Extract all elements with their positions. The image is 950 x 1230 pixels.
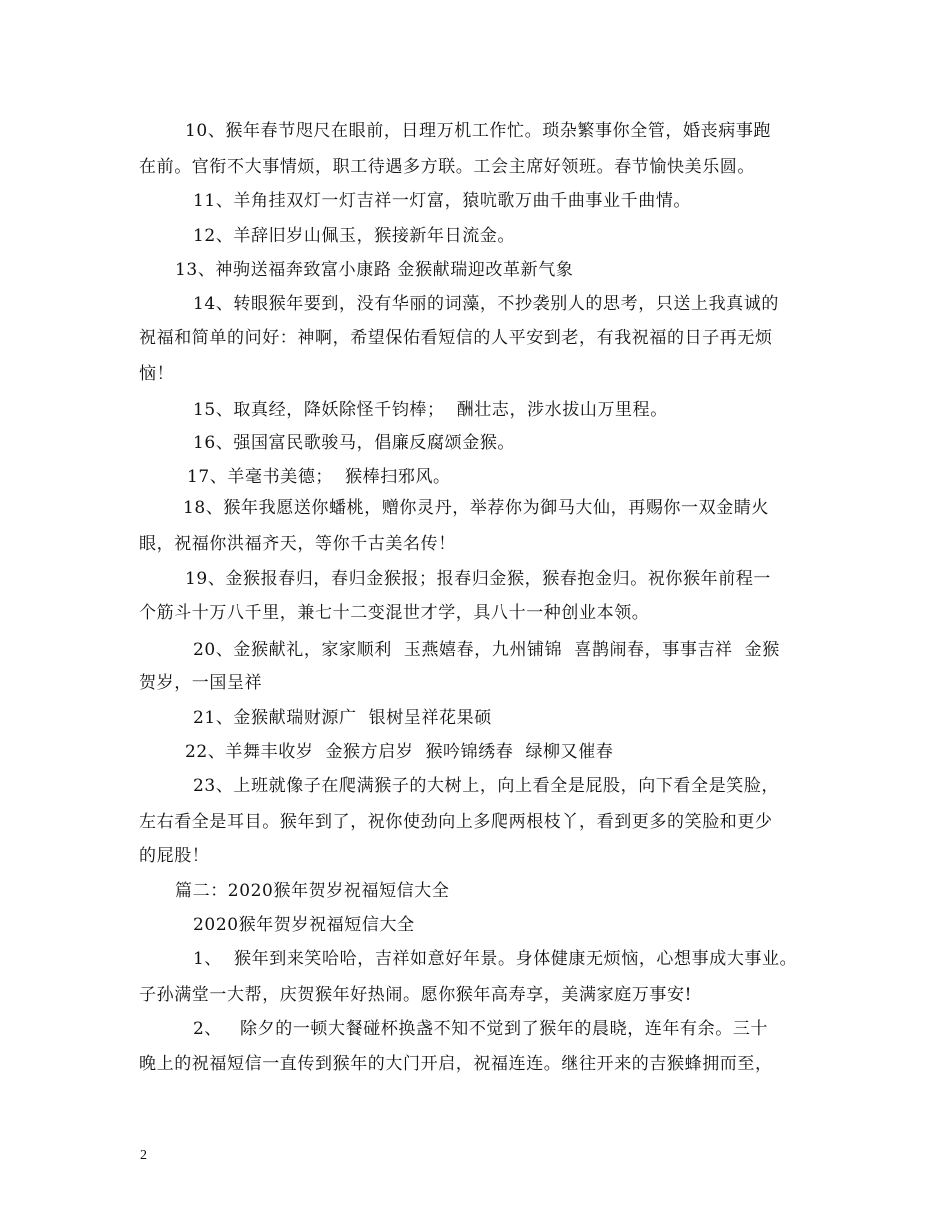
text-line: 祝福和简单的问好：神啊，希望保佑看短信的人平安到老，有我祝福的日子再无烦 [139, 328, 773, 348]
text-line: 的屁股！ [139, 846, 210, 866]
text-line: 20、金猴献礼，家家顺利 玉燕嬉春，九州铺锦 喜鹊闹春，事事吉祥 金猴 [193, 640, 780, 660]
text-line: 眼，祝福你洪福齐天，等你千古美名传！ [139, 534, 456, 554]
text-line: 个筋斗十万八千里，兼七十二变混世才学，具八十一种创业本领。 [139, 603, 650, 623]
text-line: 在前。官衔不大事情烦，职工待遇多方联。工会主席好领班。春节愉快美乐圆。 [139, 157, 755, 177]
text-line: 13、神驹送福奔致富小康路 金猴献瑞迎改革新气象 [175, 260, 574, 280]
text-line: 18、猴年我愿送你蟠桃，赠你灵丹，举荐你为御马大仙，再赐你一双金睛火 [183, 498, 770, 518]
section-heading: 篇二：2020猴年贺岁祝福短信大全 [175, 881, 450, 901]
text-line: 2、 除夕的一顿大餐碰杯换盏不知不觉到了猴年的晨晓，连年有余。三十 [193, 1019, 769, 1039]
text-line: 14、转眼猴年要到，没有华丽的词藻，不抄袭别人的思考，只送上我真诚的 [193, 294, 780, 314]
text-line: 21、金猴献瑞财源广 银树呈祥花果硕 [193, 708, 492, 728]
text-line: 晚上的祝福短信一直传到猴年的大门开启，祝福连连。继往开来的吉猴蜂拥而至， [139, 1054, 773, 1074]
text-line: 19、金猴报春归，春归金猴报；报春归金猴，猴春抱金归。祝你猴年前程一 [185, 569, 772, 589]
text-line: 12、羊辞旧岁山佩玉，猴接新年日流金。 [193, 226, 516, 246]
text-line: 22、羊舞丰收岁 金猴方启岁 猴吟锦绣春 绿柳又催春 [185, 742, 614, 762]
text-line: 17、羊毫书美德； 猴棒扫邪风。 [187, 467, 451, 487]
text-line: 左右看全是耳目。猴年到了，祝你使劲向上多爬两根枝丫，看到更多的笑脸和更少 [139, 812, 773, 832]
page-number: 2 [140, 1148, 147, 1163]
text-line: 23、上班就像子在爬满猴子的大树上，向上看全是屁股，向下看全是笑脸， [193, 776, 780, 796]
text-line: 16、强国富民歌骏马，倡廉反腐颂金猴。 [193, 433, 516, 453]
text-line: 11、羊角挂双灯一灯吉祥一灯富，猿吭歌万曲千曲事业千曲情。 [193, 191, 692, 211]
text-line: 1、 猴年到来笑哈哈，吉祥如意好年景。身体健康无烦恼，心想事成大事业。 [193, 949, 798, 969]
text-line: 贺岁，一国呈祥 [139, 673, 263, 693]
text-line: 15、取真经，降妖除怪千钧棒； 酬壮志，涉水拔山万里程。 [193, 400, 668, 420]
text-line: 10、猴年春节咫尺在眼前，日理万机工作忙。琐杂繁事你全管，婚丧病事跑 [185, 121, 772, 141]
section-title: 2020猴年贺岁祝福短信大全 [193, 915, 415, 935]
text-line: 恼！ [139, 364, 175, 384]
text-line: 子孙满堂一大帮，庆贺猴年好热闹。愿你猴年高寿享，美满家庭万事安! [139, 985, 693, 1005]
